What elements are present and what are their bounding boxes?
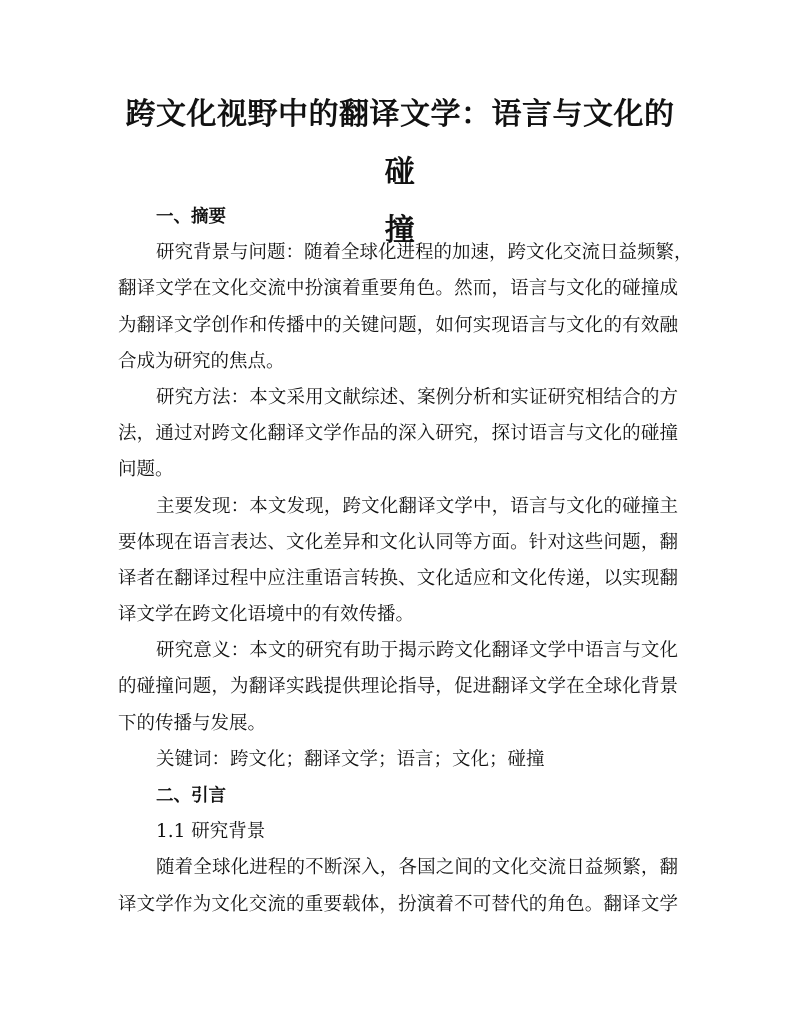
section-heading-abstract: 一、摘要 bbox=[156, 207, 226, 227]
paragraph-line: 研究方法：本文采用文献综述、案例分析和实证研究相结合的方 bbox=[156, 386, 678, 408]
paragraph-findings bbox=[118, 489, 678, 634]
document-body bbox=[118, 199, 693, 923]
paragraph-line: 译文学作为文化交流的重要载体，扮演着不可替代的角色。翻译文学 bbox=[118, 893, 678, 915]
paragraph-line: 主要发现：本文发现，跨文化翻译文学中，语言与文化的碰撞主 bbox=[156, 495, 678, 517]
paragraph-keywords bbox=[118, 742, 678, 778]
paragraph-line: 译文学在跨文化语境中的有效传播。 bbox=[118, 604, 415, 626]
title-line-2: 撞 bbox=[384, 213, 416, 248]
keywords-line: 关键词：跨文化；翻译文学；语言；文化；碰撞 bbox=[156, 748, 545, 770]
section-heading-introduction: 二、引言 bbox=[156, 786, 226, 806]
paragraph-significance bbox=[118, 633, 678, 742]
paragraph-line: 的碰撞问题，为翻译实践提供理论指导，促进翻译文学在全球化背景 bbox=[118, 676, 678, 698]
paragraph-line: 译者在翻译过程中应注重语言转换、文化适应和文化传递，以实现翻 bbox=[118, 567, 678, 589]
paragraph-line: 合成为研究的焦点。 bbox=[118, 350, 285, 372]
paragraph-line: 翻译文学在文化交流中扮演着重要角色。然而，语言与文化的碰撞成 bbox=[118, 278, 678, 300]
paragraph-line: 要体现在语言表达、文化差异和文化认同等方面。针对这些问题，翻 bbox=[118, 531, 678, 553]
paragraph-line: 法，通过对跨文化翻译文学作品的深入研究，探讨语言与文化的碰撞 bbox=[118, 423, 678, 445]
title-line-1: 跨文化视野中的翻译文学：语言与文化的碰 bbox=[125, 97, 675, 190]
paragraph-line: 问题。 bbox=[118, 459, 174, 481]
paragraph-line: 下的传播与发展。 bbox=[118, 712, 267, 734]
paragraph-line: 随着全球化进程的不断深入，各国之间的文化交流日益频繁，翻 bbox=[156, 857, 678, 879]
subsection-heading-background: 1.1 研究背景 bbox=[156, 821, 266, 843]
paragraph-line: 研究背景与问题：随着全球化进程的加速，跨文化交流日益频繁， bbox=[156, 242, 693, 264]
paragraph-background bbox=[118, 235, 693, 380]
paragraph-line: 研究意义：本文的研究有助于揭示跨文化翻译文学中语言与文化 bbox=[156, 640, 678, 662]
paragraph-intro-background bbox=[118, 850, 678, 922]
paragraph-methods bbox=[118, 380, 678, 489]
paragraph-line: 为翻译文学创作和传播中的关键问题，如何实现语言与文化的有效融 bbox=[118, 314, 678, 336]
